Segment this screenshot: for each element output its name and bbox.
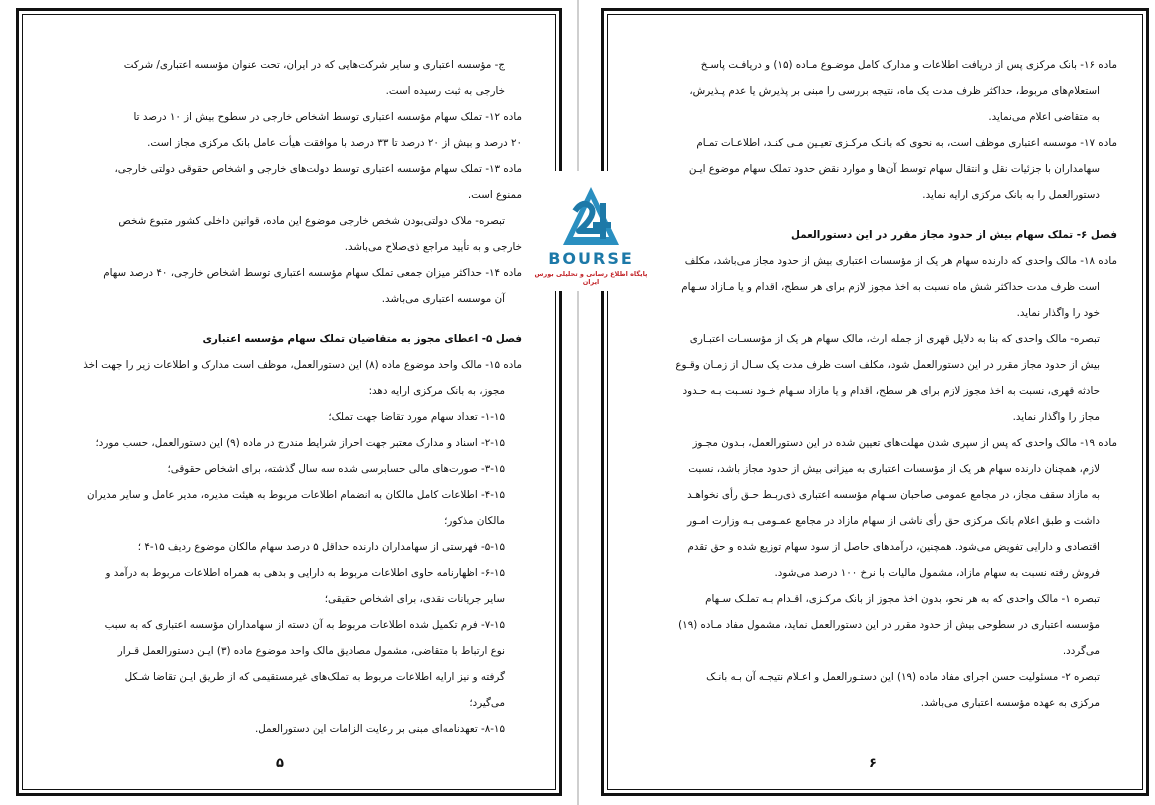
- text-line: به متقاضی اعلام می‌نماید.: [988, 111, 1100, 123]
- logo-wordmark: BOURSE: [548, 249, 634, 268]
- text-line: سایر جریانات نقدی، برای اشخاص حقیقی؛: [324, 593, 505, 605]
- right-page: [579, 0, 1155, 805]
- text-line: ۵-۱۵- فهرستی از سهامداران دارنده حداقل ۵ درصد سهام مالکان موضوع ردیف ۱۵-۴ ؛: [137, 541, 505, 553]
- text-line: ماده ۱۸- مالک واحدی که دارنده سهام هر یک از مؤسسات اعتباری بیش از حدود مجاز می‌باشد، مکلف: [684, 255, 1117, 267]
- text-line: ماده ۱۲- تملک سهام مؤسسه اعتباری توسط اشخاص خارجی در سطوح بیش از ۱۰ درصد تا: [133, 111, 522, 123]
- text-line: ماده ۱۴- حداکثر میزان جمعی تملک سهام مؤسسه اعتباری توسط اشخاص خارجی، ۴۰ درصد سهام: [103, 267, 522, 279]
- page-number: ۶: [869, 756, 877, 771]
- page-text: [639, 52, 1117, 716]
- chapter-heading: فصل ۵- اعطای مجوز به متقاضیان تملک سهام مؤسسه اعتباری: [202, 333, 522, 345]
- text-line: استعلام‌های مربوط، حداکثر ظرف مدت یک ماه، نتیجه بررسی را مبنی بر پذیرش یا عدم پـذیرش،: [689, 85, 1100, 97]
- text-line: به مازاد سقف مجاز، در مجامع عمومی صاحبان سـهام مؤسسه اعتباری ذی‌ربـط حـق رأی نخواهـد: [687, 489, 1100, 501]
- text-line: ۱-۱۵- تعداد سهام مورد تقاضا جهت تملک؛: [328, 411, 505, 423]
- text-line: تبصره- ملاک دولتی‌بودن شخص خارجی موضوع این ماده، قوانین داخلی کشور متبوع شخص: [118, 215, 505, 227]
- left-page: [0, 0, 577, 805]
- text-line: ۴-۱۵- اطلاعات کامل مالکان به انضمام اطلاعات مربوط به هیئت مدیره، مدیر عامل و سایر مدیران: [87, 489, 505, 501]
- text-line: داشت و طبق اعلام بانک مرکزی حق رأی ناشی از سهام مازاد در مجامع عمـومی بـه وزارت امـور: [687, 515, 1100, 527]
- text-line: ممنوع است.: [467, 189, 522, 201]
- chapter-heading: فصل ۶- تملک سهام بیش از حدود مجاز مقرر در این دستورالعمل: [791, 229, 1117, 241]
- text-line: مجوز، به بانک مرکزی ارایه دهد:: [368, 385, 505, 397]
- text-line: ۶-۱۵- اظهارنامه حاوی اطلاعات مربوط به دارایی و بدهی به همراه اطلاعات مربوط به درآمد و: [105, 567, 505, 579]
- text-line: تبصره- مالک واحدی که بنا به دلایل قهری از جمله ارث، مالک سهام هر یک از مؤسسـات اعتبـاری: [689, 333, 1100, 345]
- text-line: اقتصادی و دارایی تفویض می‌شود. همچنین، درآمدهای حاصل از سود سهام توزیع شده و حق تقدم: [687, 541, 1100, 553]
- text-line: ۷-۱۵- فرم تکمیل شده اطلاعات مربوط به آن دسته از سهامداران مؤسسه اعتباری که به سبب: [104, 619, 505, 631]
- text-line: ۲۰ درصد و بیش از ۲۰ درصد تا ۳۳ درصد با موافقت هیأت عامل بانک مرکزی مجاز است.: [147, 137, 522, 149]
- text-line: گرفته و نیز ارایه اطلاعات مربوط به تملک‌های غیرمستقیمی که از طریق ایـن تقاضا شـکل: [124, 671, 505, 683]
- text-line: ۸-۱۵- تعهدنامه‌ای مبنی بر رعایت الزامات این دستورالعمل.: [254, 723, 505, 735]
- text-line: می‌گردد.: [1062, 645, 1100, 657]
- text-line: مرکزی به عهده مؤسسه اعتباری می‌باشد.: [920, 697, 1100, 709]
- text-line: بیش از حدود مجاز مقرر در این دستورالعمل شود، مکلف است ظرف مدت یک سـال از زمـان وقـوع: [675, 359, 1100, 371]
- text-line: ۳-۱۵- صورت‌های مالی حسابرسی شده سه سال گذشته، برای اشخاص حقوقی؛: [167, 463, 505, 475]
- logo-emblem-icon: [561, 185, 621, 247]
- text-line: خارجی و به تأیید مراجع ذی‌صلاح می‌باشد.: [344, 241, 522, 253]
- text-line: ج- مؤسسه اعتباری و سایر شرکت‌هایی که در ایران، تحت عنوان مؤسسه اعتباری/ شرکت: [123, 59, 505, 71]
- text-line: حادثه قهری، نسبت به اخذ مجوز لازم برای هر سطح، اقدام و یا مازاد سـهام خـود نسـبت بـه حـدود: [682, 385, 1100, 397]
- text-line: ماده ۱۶- بانک مرکزی پس از دریافت اطلاعات و مدارک کامل موضـوع مـاده (۱۵) و دریافـت پاسـخ: [700, 59, 1117, 71]
- page-text: [30, 52, 522, 742]
- text-line: آن موسسه اعتباری می‌باشد.: [381, 293, 505, 305]
- text-line: ۲-۱۵- اسناد و مدارک معتبر جهت احراز شرایط مندرج در ماده (۹) این دستورالعمل، حسب مورد؛: [95, 437, 505, 449]
- watermark-logo: [531, 171, 651, 291]
- text-line: خود را واگذار نماید.: [1016, 307, 1100, 319]
- text-line: نوع ارتباط با متقاضی، مشمول مصادیق مالک واحد موضوع ماده (۳) ایـن دستورالعمل قـرار: [117, 645, 505, 657]
- text-line: تبصره ۱- مالک واحدی که به هر نحو، بدون اخذ مجوز از بانک مرکـزی، اقـدام بـه تملـک سـهام: [705, 593, 1100, 605]
- text-line: لازم، همچنان دارنده سهام هر یک از مؤسسات اعتباری به میزانی بیش از حدود مجاز باشد، نسبت: [688, 463, 1100, 475]
- logo-tagline: پایگاه اطلاع رسانی و تحلیلی بورس ایران: [534, 270, 648, 286]
- text-line: مالکان مذکور؛: [444, 515, 505, 527]
- text-line: سهامداران با جزئیات نقل و انتقال سهام توسط آن‌ها و موارد نقض حدود تملک سهام موضوع ایـن: [688, 163, 1100, 175]
- page-number: ۵: [276, 756, 284, 771]
- text-line: می‌گیرد؛: [469, 697, 505, 709]
- text-line: مؤسسه اعتباری در سطوحی بیش از حدود مقرر در این دستورالعمل نماید، مشمول مفاد مـاده (۱۹): [678, 619, 1100, 631]
- text-line: ماده ۱۷- موسسه اعتباری موظف است، به نحوی که بانـک مرکـزی تعیـین مـی کنـد، اطلاعـات تمـام: [696, 137, 1117, 149]
- text-line: ماده ۱۳- تملک سهام مؤسسه اعتباری توسط دولت‌های خارجی و اشخاص حقوقی دولتی خارجی،: [114, 163, 522, 175]
- text-line: فروش رفته نسبت به سهام مازاد، مشمول مالیات با نرخ ۱۰۰ درصد می‌شود.: [774, 567, 1100, 579]
- text-line: ماده ۱۵- مالک واحد موضوع ماده (۸) این دستورالعمل، موظف است مدارک و اطلاعات زیر را جهت اخذ: [83, 359, 522, 371]
- text-line: ماده ۱۹- مالک واحدی که پس از سپری شدن مهلت‌های تعیین شده در این دستورالعمل، بـدون مجـوز: [692, 437, 1117, 449]
- text-line: خارجی به ثبت رسیده است.: [385, 85, 505, 97]
- text-line: مجاز را واگذار نماید.: [1012, 411, 1100, 423]
- text-line: دستورالعمل را به بانک مرکزی ارایه نماید.: [922, 189, 1100, 201]
- text-line: تبصره ۲- مسئولیت حسن اجرای مفاد ماده (۱۹) این دستـورالعمل و اعـلام نتیجـه آن بـه بانـک: [706, 671, 1100, 683]
- text-line: است ظرف مدت حداکثر شش ماه نسبت به اخذ مجوز لازم برای هر سطح، اقدام و یا مـازاد سـهام: [681, 281, 1100, 293]
